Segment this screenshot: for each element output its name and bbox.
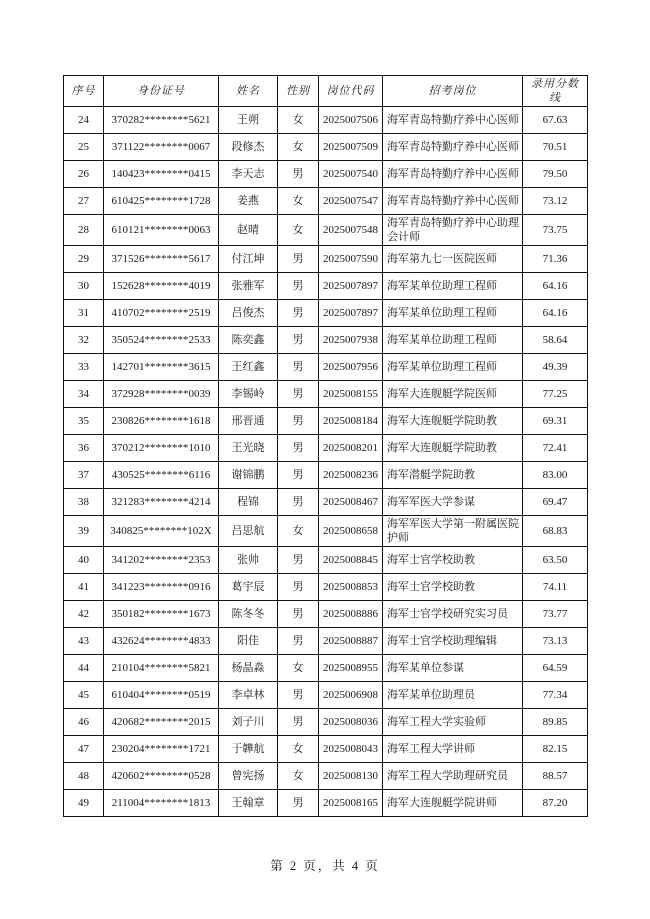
cell-seq-number: 44 — [64, 655, 104, 682]
cell-position: 海军士官学校助理编辑 — [383, 628, 523, 655]
cell-seq-number: 46 — [64, 709, 104, 736]
cell-gender: 男 — [278, 574, 319, 601]
cell-seq-number: 40 — [64, 547, 104, 574]
table-row — [64, 134, 588, 161]
table-row — [64, 327, 588, 354]
cell-gender: 女 — [278, 516, 319, 547]
cell-id-number: 341223********0916 — [104, 574, 219, 601]
cell-position-code: 2025007509 — [319, 134, 383, 161]
cell-position-code: 2025008853 — [319, 574, 383, 601]
cell-id-number: 370212********1010 — [104, 435, 219, 462]
cell-position-code: 2025008236 — [319, 462, 383, 489]
table-row — [64, 435, 588, 462]
cell-score-line: 79.50 — [523, 161, 588, 188]
cell-position: 海军大连舰艇学院助教 — [383, 408, 523, 435]
cell-position-code: 2025007938 — [319, 327, 383, 354]
cell-name: 王翰章 — [219, 790, 278, 817]
cell-gender: 男 — [278, 273, 319, 300]
table-row — [64, 601, 588, 628]
cell-id-number: 610121********0063 — [104, 215, 219, 246]
cell-position-code: 2025007897 — [319, 300, 383, 327]
cell-position: 海军潜艇学院助教 — [383, 462, 523, 489]
cell-score-line: 82.15 — [523, 736, 588, 763]
cell-id-number: 610404********0519 — [104, 682, 219, 709]
cell-position: 海军某单位助理工程师 — [383, 327, 523, 354]
cell-name: 曾宪扬 — [219, 763, 278, 790]
cell-name: 葛宇辰 — [219, 574, 278, 601]
header-id-number: 身份证号 — [104, 76, 219, 107]
cell-name: 付江坤 — [219, 246, 278, 273]
cell-seq-number: 35 — [64, 408, 104, 435]
header-gender: 性别 — [278, 76, 319, 107]
cell-id-number: 350182********1673 — [104, 601, 219, 628]
cell-position: 海军军医大学第一附属医院护师 — [383, 516, 523, 547]
header-position: 招考岗位 — [383, 76, 523, 107]
cell-position: 海军军医大学参谋 — [383, 489, 523, 516]
table-row — [64, 574, 588, 601]
cell-position: 海军某单位参谋 — [383, 655, 523, 682]
cell-gender: 男 — [278, 300, 319, 327]
cell-id-number: 341202********2353 — [104, 547, 219, 574]
cell-name: 王朔 — [219, 107, 278, 134]
table-row — [64, 300, 588, 327]
cell-gender: 女 — [278, 188, 319, 215]
cell-position-code: 2025007540 — [319, 161, 383, 188]
cell-name: 陈奕鑫 — [219, 327, 278, 354]
cell-gender: 男 — [278, 489, 319, 516]
cell-gender: 男 — [278, 246, 319, 273]
cell-gender: 男 — [278, 790, 319, 817]
cell-gender: 女 — [278, 655, 319, 682]
cell-position: 海军工程大学助理研究员 — [383, 763, 523, 790]
table-row — [64, 736, 588, 763]
cell-name: 姜燕 — [219, 188, 278, 215]
table-row — [64, 547, 588, 574]
table-row — [64, 273, 588, 300]
cell-id-number: 321283********4214 — [104, 489, 219, 516]
cell-id-number: 370282********5621 — [104, 107, 219, 134]
cell-seq-number: 47 — [64, 736, 104, 763]
cell-gender: 男 — [278, 327, 319, 354]
cell-seq-number: 32 — [64, 327, 104, 354]
cell-name: 王红鑫 — [219, 354, 278, 381]
cell-position: 海军某单位助理工程师 — [383, 354, 523, 381]
cell-gender: 女 — [278, 736, 319, 763]
table-row — [64, 489, 588, 516]
cell-id-number: 340825********102X — [104, 516, 219, 547]
cell-position: 海军青岛特勤疗养中心医师 — [383, 134, 523, 161]
header-score-line: 录用分数线 — [523, 76, 588, 107]
cell-gender: 男 — [278, 628, 319, 655]
header-position-code: 岗位代码 — [319, 76, 383, 107]
cell-name: 于韡航 — [219, 736, 278, 763]
cell-position-code: 2025008155 — [319, 381, 383, 408]
cell-id-number: 211004********1813 — [104, 790, 219, 817]
cell-seq-number: 27 — [64, 188, 104, 215]
cell-position: 海军某单位助理工程师 — [383, 300, 523, 327]
cell-seq-number: 33 — [64, 354, 104, 381]
cell-position: 海军工程大学讲师 — [383, 736, 523, 763]
cell-seq-number: 38 — [64, 489, 104, 516]
cell-seq-number: 28 — [64, 215, 104, 246]
table-row — [64, 682, 588, 709]
cell-gender: 男 — [278, 709, 319, 736]
cell-score-line: 77.34 — [523, 682, 588, 709]
table-row — [64, 107, 588, 134]
cell-position: 海军士官学校助教 — [383, 547, 523, 574]
cell-id-number: 430525********6116 — [104, 462, 219, 489]
table-row — [64, 709, 588, 736]
cell-position-code: 2025008165 — [319, 790, 383, 817]
cell-position: 海军工程大学实验师 — [383, 709, 523, 736]
cell-position-code: 2025008886 — [319, 601, 383, 628]
cell-gender: 男 — [278, 354, 319, 381]
table-row — [64, 161, 588, 188]
cell-score-line: 63.50 — [523, 547, 588, 574]
header-name: 姓名 — [219, 76, 278, 107]
cell-seq-number: 37 — [64, 462, 104, 489]
cell-name: 陈冬冬 — [219, 601, 278, 628]
cell-position-code: 2025006908 — [319, 682, 383, 709]
cell-seq-number: 43 — [64, 628, 104, 655]
score-table — [63, 75, 588, 817]
cell-id-number: 420682********2015 — [104, 709, 219, 736]
cell-seq-number: 31 — [64, 300, 104, 327]
cell-gender: 女 — [278, 215, 319, 246]
cell-name: 李锡岭 — [219, 381, 278, 408]
cell-score-line: 77.25 — [523, 381, 588, 408]
table-row — [64, 246, 588, 273]
cell-position-code: 2025008658 — [319, 516, 383, 547]
cell-position-code: 2025008201 — [319, 435, 383, 462]
table-row — [64, 790, 588, 817]
cell-name: 段修杰 — [219, 134, 278, 161]
cell-position: 海军第九七一医院医师 — [383, 246, 523, 273]
cell-name: 王光晓 — [219, 435, 278, 462]
cell-seq-number: 49 — [64, 790, 104, 817]
cell-position: 海军大连舰艇学院助教 — [383, 435, 523, 462]
cell-score-line: 69.31 — [523, 408, 588, 435]
cell-id-number: 372928********0039 — [104, 381, 219, 408]
table-row — [64, 655, 588, 682]
cell-score-line: 64.16 — [523, 273, 588, 300]
cell-gender: 男 — [278, 381, 319, 408]
cell-gender: 女 — [278, 107, 319, 134]
cell-id-number: 420602********0528 — [104, 763, 219, 790]
cell-seq-number: 30 — [64, 273, 104, 300]
cell-name: 刘子川 — [219, 709, 278, 736]
cell-score-line: 73.77 — [523, 601, 588, 628]
cell-name: 吕俊杰 — [219, 300, 278, 327]
table-row — [64, 408, 588, 435]
cell-gender: 男 — [278, 462, 319, 489]
cell-id-number: 230204********1721 — [104, 736, 219, 763]
cell-position-code: 2025008043 — [319, 736, 383, 763]
cell-score-line: 71.36 — [523, 246, 588, 273]
table-body — [64, 107, 588, 817]
cell-position: 海军某单位助理员 — [383, 682, 523, 709]
cell-position-code: 2025007897 — [319, 273, 383, 300]
table-row — [64, 354, 588, 381]
cell-id-number: 371122********0067 — [104, 134, 219, 161]
cell-score-line: 67.63 — [523, 107, 588, 134]
cell-position: 海军青岛特勤疗养中心医师 — [383, 188, 523, 215]
cell-gender: 男 — [278, 408, 319, 435]
cell-id-number: 152628********4019 — [104, 273, 219, 300]
cell-id-number: 371526********5617 — [104, 246, 219, 273]
cell-score-line: 89.85 — [523, 709, 588, 736]
table-row — [64, 462, 588, 489]
table-row — [64, 763, 588, 790]
cell-position-code: 2025008467 — [319, 489, 383, 516]
cell-score-line: 64.59 — [523, 655, 588, 682]
cell-name: 张帅 — [219, 547, 278, 574]
cell-name: 赵晴 — [219, 215, 278, 246]
table-row — [64, 628, 588, 655]
cell-position: 海军青岛特勤疗养中心医师 — [383, 161, 523, 188]
cell-name: 邢晋通 — [219, 408, 278, 435]
cell-gender: 女 — [278, 763, 319, 790]
cell-id-number: 610425********1728 — [104, 188, 219, 215]
cell-score-line: 58.64 — [523, 327, 588, 354]
cell-seq-number: 41 — [64, 574, 104, 601]
cell-seq-number: 29 — [64, 246, 104, 273]
cell-gender: 男 — [278, 435, 319, 462]
cell-id-number: 230826********1618 — [104, 408, 219, 435]
cell-seq-number: 36 — [64, 435, 104, 462]
cell-position-code: 2025008955 — [319, 655, 383, 682]
table-row — [64, 381, 588, 408]
cell-position-code: 2025007956 — [319, 354, 383, 381]
cell-position: 海军青岛特勤疗养中心医师 — [383, 107, 523, 134]
cell-name: 李天志 — [219, 161, 278, 188]
cell-seq-number: 26 — [64, 161, 104, 188]
cell-score-line: 49.39 — [523, 354, 588, 381]
cell-gender: 男 — [278, 601, 319, 628]
cell-id-number: 140423********0415 — [104, 161, 219, 188]
cell-score-line: 73.75 — [523, 215, 588, 246]
cell-seq-number: 42 — [64, 601, 104, 628]
cell-seq-number: 24 — [64, 107, 104, 134]
cell-position-code: 2025008887 — [319, 628, 383, 655]
header-seq-number: 序号 — [64, 76, 104, 107]
cell-position-code: 2025008130 — [319, 763, 383, 790]
table-header-row — [64, 76, 588, 107]
cell-position-code: 2025008845 — [319, 547, 383, 574]
cell-gender: 女 — [278, 134, 319, 161]
cell-score-line: 64.16 — [523, 300, 588, 327]
cell-score-line: 72.41 — [523, 435, 588, 462]
cell-score-line: 69.47 — [523, 489, 588, 516]
cell-position: 海军某单位助理工程师 — [383, 273, 523, 300]
cell-id-number: 350524********2533 — [104, 327, 219, 354]
cell-seq-number: 45 — [64, 682, 104, 709]
cell-position: 海军士官学校研究实习员 — [383, 601, 523, 628]
cell-score-line: 87.20 — [523, 790, 588, 817]
cell-position-code: 2025007547 — [319, 188, 383, 215]
cell-position-code: 2025008036 — [319, 709, 383, 736]
cell-position-code: 2025007590 — [319, 246, 383, 273]
cell-score-line: 68.83 — [523, 516, 588, 547]
cell-seq-number: 39 — [64, 516, 104, 547]
cell-seq-number: 25 — [64, 134, 104, 161]
cell-score-line: 74.11 — [523, 574, 588, 601]
table-row — [64, 516, 588, 547]
cell-position-code: 2025008184 — [319, 408, 383, 435]
cell-score-line: 73.13 — [523, 628, 588, 655]
cell-id-number: 410702********2519 — [104, 300, 219, 327]
cell-score-line: 83.00 — [523, 462, 588, 489]
cell-name: 张雅军 — [219, 273, 278, 300]
cell-seq-number: 34 — [64, 381, 104, 408]
cell-position: 海军大连舰艇学院医师 — [383, 381, 523, 408]
cell-id-number: 432624********4833 — [104, 628, 219, 655]
cell-position: 海军士官学校助教 — [383, 574, 523, 601]
cell-name: 杨晶淼 — [219, 655, 278, 682]
cell-gender: 男 — [278, 547, 319, 574]
table-row — [64, 188, 588, 215]
cell-seq-number: 48 — [64, 763, 104, 790]
cell-name: 阳佳 — [219, 628, 278, 655]
cell-position: 海军大连舰艇学院讲师 — [383, 790, 523, 817]
cell-name: 谢锦鹏 — [219, 462, 278, 489]
cell-id-number: 210104********5821 — [104, 655, 219, 682]
cell-id-number: 142701********3615 — [104, 354, 219, 381]
cell-position: 海军青岛特勤疗养中心助理会计师 — [383, 215, 523, 246]
cell-name: 李卓林 — [219, 682, 278, 709]
cell-score-line: 88.57 — [523, 763, 588, 790]
table-row — [64, 215, 588, 246]
cell-name: 程锦 — [219, 489, 278, 516]
table-header — [64, 76, 588, 107]
cell-position-code: 2025007506 — [319, 107, 383, 134]
cell-gender: 男 — [278, 161, 319, 188]
cell-score-line: 70.51 — [523, 134, 588, 161]
cell-name: 吕思航 — [219, 516, 278, 547]
cell-gender: 男 — [278, 682, 319, 709]
cell-position-code: 2025007548 — [319, 215, 383, 246]
page-footer: 第 2 页，共 4 页 — [270, 859, 380, 873]
cell-score-line: 73.12 — [523, 188, 588, 215]
